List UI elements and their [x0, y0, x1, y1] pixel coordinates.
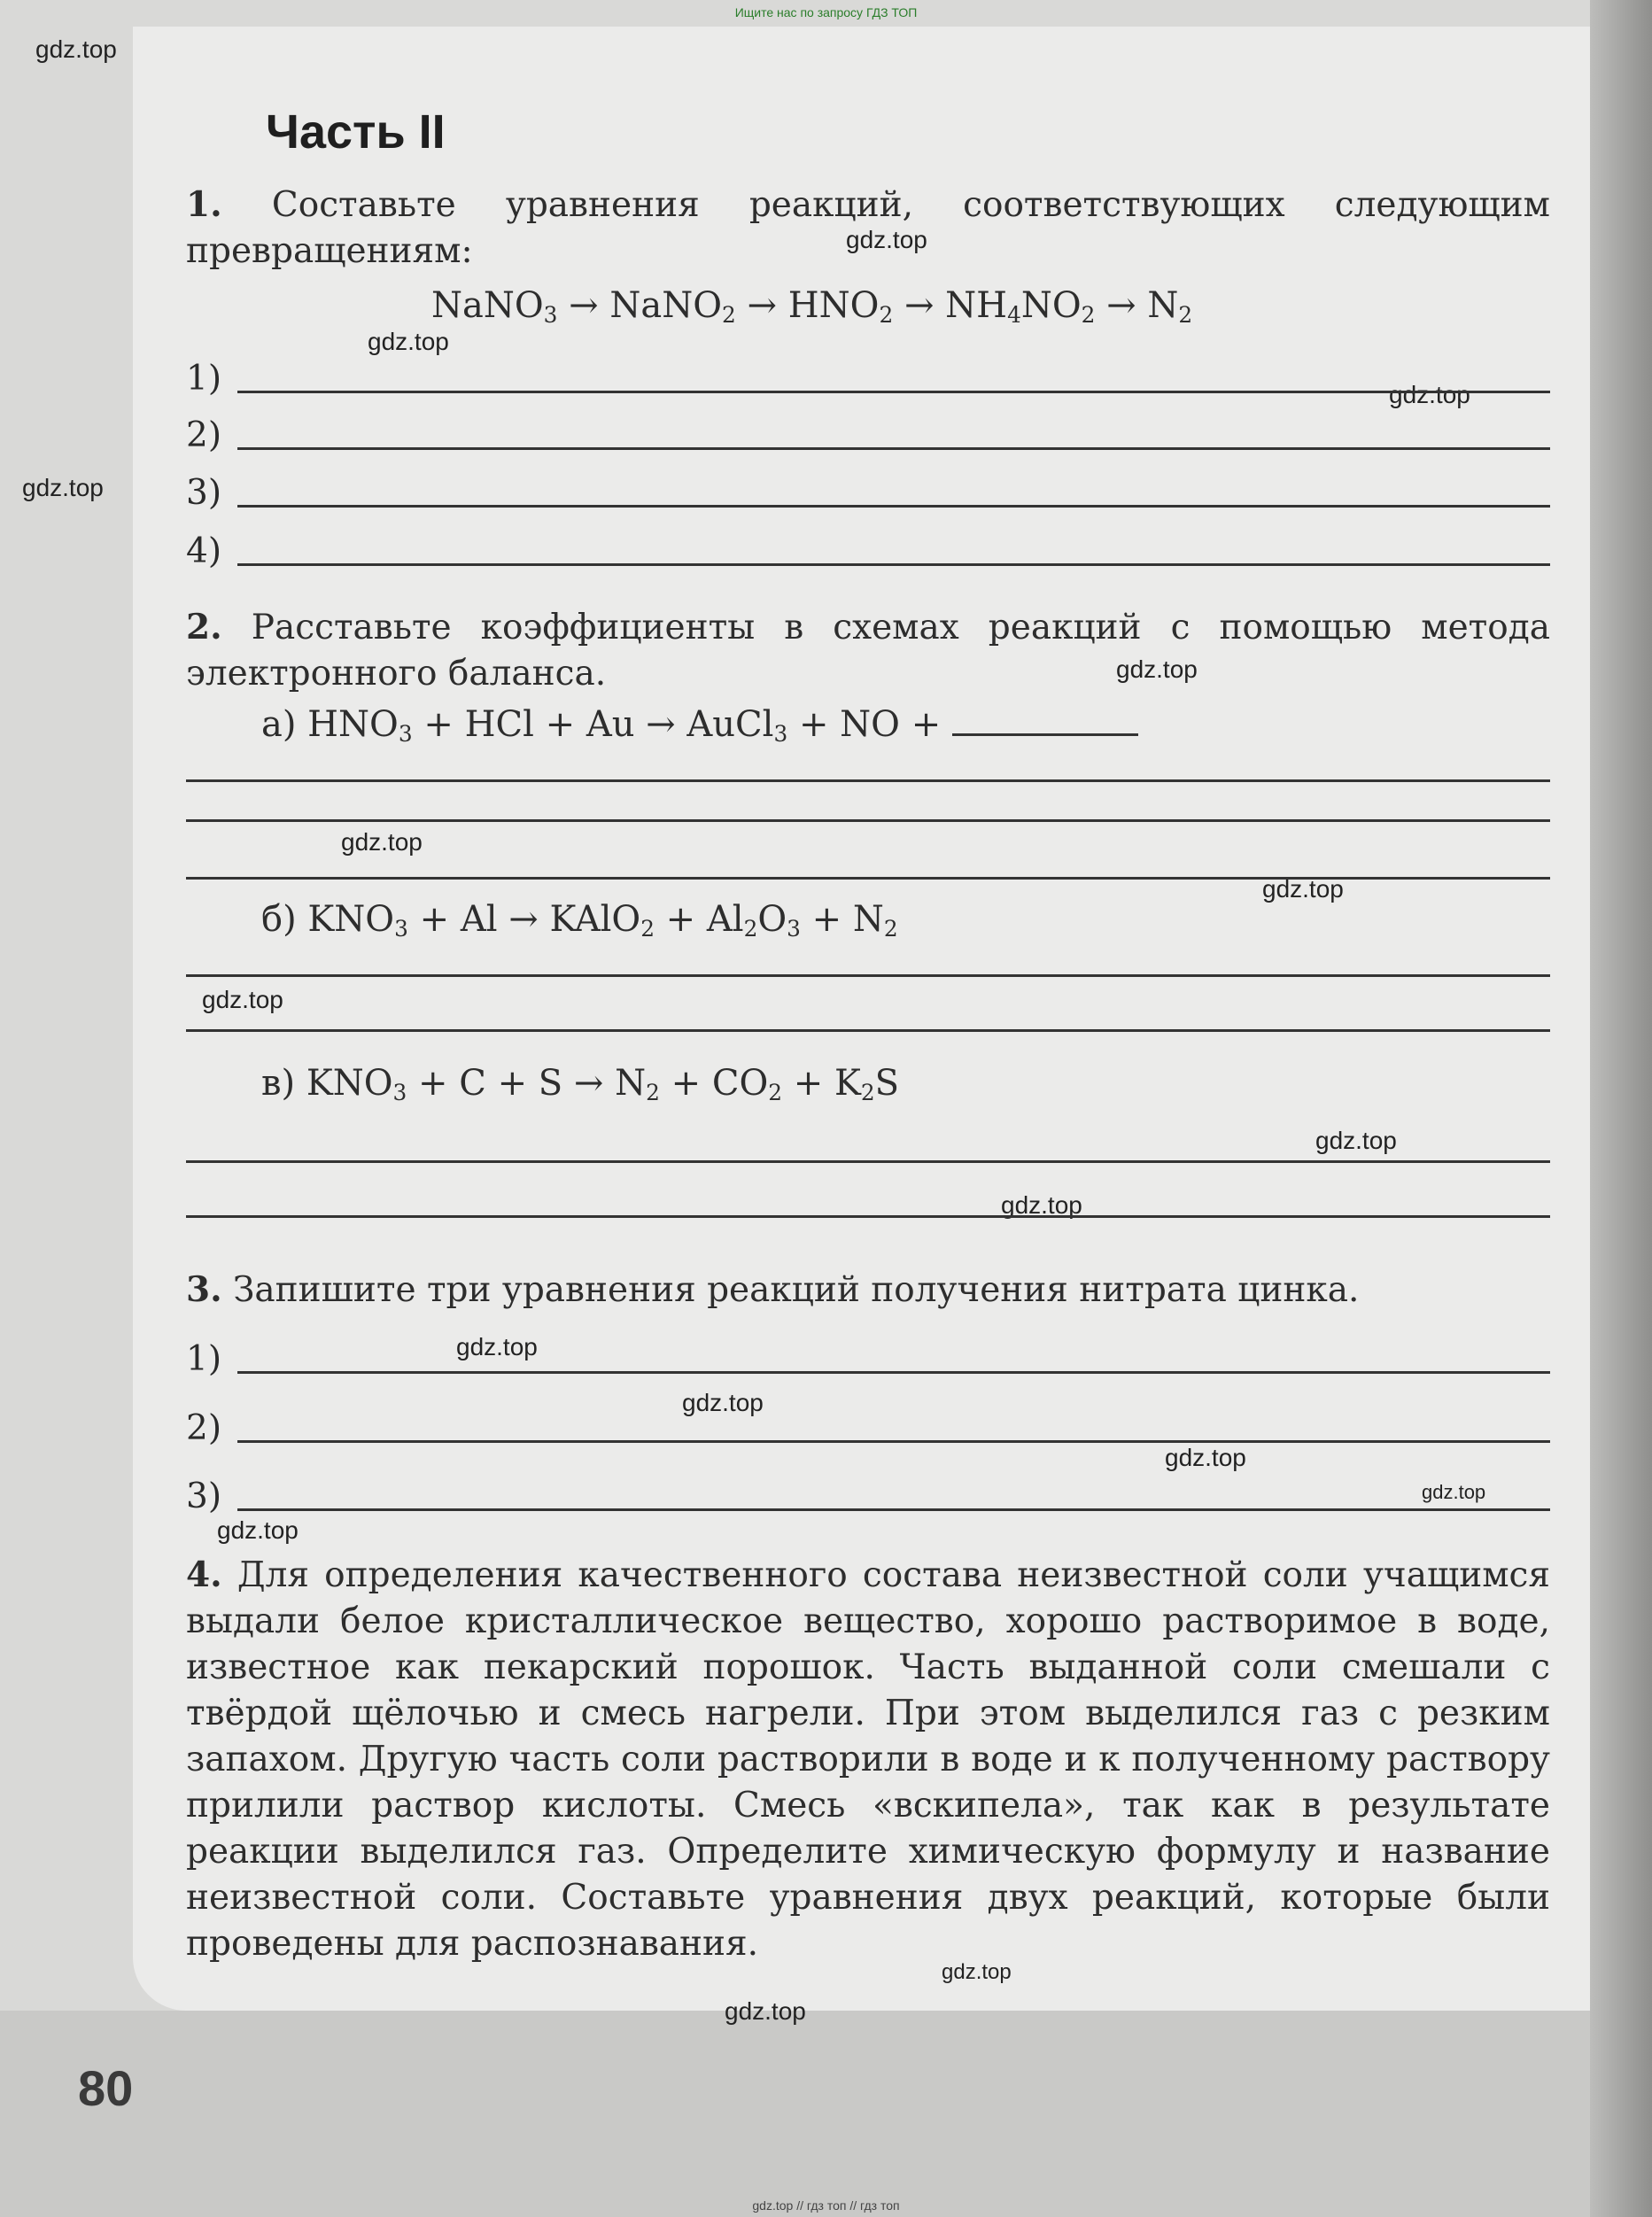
task4-text: [186, 1552, 1550, 1967]
watermark: gdz.top: [22, 474, 104, 501]
transformation-chain: NaNO$_3$ → NaNO$_2$ → $HNO_2 \to NH_4NO_2 \to N_2$: [431, 285, 1193, 329]
task4-number: 4.: [186, 1554, 222, 1595]
answer-line[interactable]: [186, 877, 1550, 880]
task2-statement: Расставьте коэффициенты в схемах реакций с помощью метода электронного баланса.: [186, 608, 1551, 694]
page-number: 80: [78, 2060, 134, 2116]
watermark: gdz.top: [1389, 381, 1470, 408]
answer-line[interactable]: 2): [186, 409, 1550, 455]
watermark: gdz.top: [846, 226, 927, 253]
section-heading: Часть II: [266, 105, 446, 159]
watermark: gdz.top: [456, 1333, 538, 1360]
task3-statement: Запишите три уравнения реакций получения нитрата цинка.: [233, 1270, 1360, 1310]
answer-line[interactable]: 1): [186, 1333, 1550, 1379]
answer-line[interactable]: [186, 779, 1550, 782]
watermark: gdz.top: [217, 1516, 299, 1544]
task3-number: 3.: [186, 1269, 222, 1310]
answer-line[interactable]: 3): [186, 467, 1550, 513]
equation-b: б) $KNO_3 + Al$ → KAlO$_2$ + $Al_2O_3 + N_2$: [261, 899, 898, 942]
missing-product-blank[interactable]: [952, 733, 1138, 736]
watermark: gdz.top: [1422, 1481, 1486, 1503]
task2-number: 2.: [186, 607, 222, 647]
answer-line[interactable]: [186, 974, 1550, 977]
equation-c: в) $KNO_3 + C + S \to N_2 + CO_2 + K_2S$: [261, 1063, 900, 1106]
watermark-bottom: gdz.top // гдз топ // гдз топ: [752, 2198, 900, 2213]
answer-line[interactable]: [186, 1160, 1550, 1163]
watermark: gdz.top: [35, 35, 117, 63]
page-bottom-area: [0, 2011, 1652, 2217]
watermark: gdz.top: [1165, 1444, 1246, 1471]
watermark: gdz.top: [1315, 1127, 1397, 1154]
answer-line[interactable]: 3): [186, 1470, 1550, 1516]
watermark: gdz.top: [202, 986, 283, 1013]
watermark: gdz.top: [368, 328, 449, 355]
answer-line[interactable]: 2): [186, 1402, 1550, 1448]
task3-text: [186, 1267, 1550, 1314]
answer-line[interactable]: [186, 819, 1550, 822]
task4-statement: Для определения качественного состава неизвестной соли учащимся выдали белое кристаллическое вещество, хорошо растворимое в воде, известное как пекарский порошок. Часть выданной соли смешали с твёрдой щёлочью и смесь нагрели. При этом выделился газ с резким запахом. Другую часть соли растворили в воде и к полученному раствору прилили раствор кислоты. Смесь «вскипела», так как в результате реакции выделился газ. Определите химическую формулу и название неизвестной соли. Составьте уравнения двух реакций, которые были проведены для распознавания.: [186, 1555, 1550, 1964]
watermark-top: Ищите нас по запросу ГДЗ ТОП: [734, 5, 918, 19]
answer-line[interactable]: [186, 1029, 1550, 1032]
task1-number: 1.: [186, 184, 222, 225]
watermark: gdz.top: [942, 1960, 1012, 1984]
answer-line[interactable]: [186, 1215, 1550, 1218]
watermark: gdz.top: [1116, 655, 1198, 683]
watermark: gdz.top: [725, 1997, 806, 2025]
equation-a: а) $HNO_3$ + HCl + Au → AuCl$_3$ + NO +: [261, 704, 1138, 747]
task1-statement: Составьте уравнения реакций, соответствующих следующим превращениям:: [186, 185, 1550, 271]
task2-text: [186, 604, 1550, 697]
answer-line[interactable]: 1): [186, 353, 1550, 399]
answer-line[interactable]: 4): [186, 525, 1550, 571]
watermark: gdz.top: [341, 828, 423, 856]
watermark: gdz.top: [682, 1389, 764, 1416]
task1-text: [186, 182, 1550, 275]
watermark: gdz.top: [1262, 875, 1344, 903]
watermark: gdz.top: [1001, 1191, 1082, 1219]
page-edge-shadow: [1590, 0, 1652, 2217]
